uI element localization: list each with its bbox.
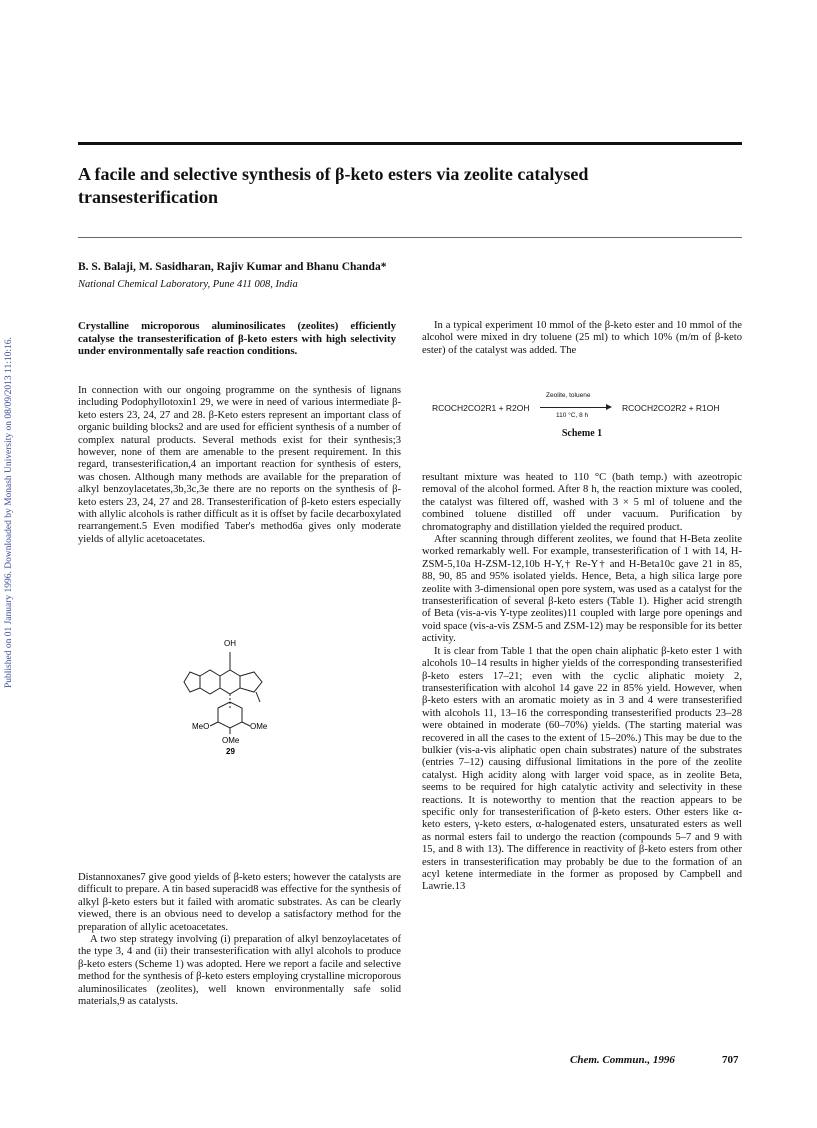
meo-label: MeO: [192, 722, 210, 731]
paragraph-results: It is clear from Table 1 that the open chain aliphatic β-keto ester 1 with alcohols 10–14 results in higher yields of the corresponding transesterified β-keto esters 17–21; even with the cyclic aliphatic moiety 2, transesterification with alcohol 14 gave 22 in 85% yield. However, when β-keto esters with an aromatic moiety as in 3 and 4 were transesterified with alcohols 11, 13–16 the corresponding transesterified products 23–28 were obtained in moderate (60–70%) yields. (The starting material was recovered in all the cases to the extent of 15–20%.) This may be due to the bulkier (vis-a-vis aliphatic open chain substrates) nature of the substrates (entries 7–12) causing diffusional limitations in the pore of the zeolite catalyst. High acidity along with larger void space, as in zeolite Beta, seems to be required for high catalytic activity and selectivity in these reactions. It is noteworthy to mention that the reaction appears to be specific only for transesterification of β-keto esters. Other esters like α-keto esters, γ-keto esters, α-halogenated esters, unsaturated esters as well as normal esters fail to undergo the reaction (compounds 5–7 and 9 with 15, and 8 with 13). The difference in reactivity of β-keto esters from other esters in transesterification may probably be due to the formation of an acyl ketene intermediate in the former as proposed by Campbell and Lawrie.13: [422, 645, 742, 893]
scheme-conditions-top: Zeolite, toluene: [546, 392, 591, 399]
scheme-1: [422, 390, 742, 440]
paragraph-distannoxanes: Distannoxanes7 give good yields of β-keto esters; however the catalysts are difficult to prepare. A tin based superacid8 was effective for the synthesis of alkyl β-keto esters but it failed with aromatic substrates. As can be clearly viewed, there is an obvious need to develop a satisfactory method for the preparation of allylic acetoacetates.: [78, 872, 401, 933]
right-column-bottom: [422, 472, 742, 894]
benzene-ring-a: [200, 670, 220, 694]
arrow-head: [606, 404, 612, 410]
top-rule: [78, 142, 742, 145]
paragraph-workup: resultant mixture was heated to 110 °C (bath temp.) with azeotropic removal of the alcohol formed. After 8 h, the reaction mixture was cooled, the catalyst was filtered off, washed with 3 × 5 ml of toluene and the combined toluene distilled off under vacuum. Purification by chromatography and distillation yielded the required product.: [422, 472, 742, 533]
lactone-ring: [240, 672, 262, 692]
right-column-top: [422, 320, 742, 357]
left-column-bottom: [78, 872, 401, 1008]
paragraph-strategy: A two step strategy involving (i) preparation of alkyl benzoylacetates of the type 3, 4 and (ii) their transesterification with allyl alcohols to produce β-keto esters (Scheme 1) was adopted. Here we report a facile and selective method for the synthesis of β-keto esters employing crystalline microporous aluminosilicates (zeolites), well known environmentally safe solid materials,9 as catalysts.: [78, 934, 401, 1008]
paragraph-experiment: In a typical experiment 10 mmol of the β-keto ester and 10 mmol of the alcohol were mixed in dry toluene (25 ml) to which 10% (m/m of β-keto ester) of the catalyst was added. The: [422, 320, 742, 356]
paragraph-intro: In connection with our ongoing programme on the synthesis of lignans including Podophyllotoxin1 29, we were in need of various intermediate β-keto esters 23, 24, 27 and 28. β-Keto esters represent an important class of organic building blocks2 and are used for efficient synthesis of a number of complex natural products. Several methods exist for their synthesis;3 however, none of them are amenable to the present requirement. In this regard, transesterification,4 an important reaction for synthesis of esters, was chosen. Although many methods are available for the preparation of alkyl benzoylacetates,3b,3c,3e there are no reports on the synthesis of β-keto esters 23, 24, 27 and 28. Transesterification of β-keto esters especially with allylic alcohols is rather difficult as it is offset by facile decarboxylated rearrangement.5 Even modified Taber's method6a gives only moderate yields of allylic acetoacetates.: [78, 385, 401, 545]
ome-right-label: OMe: [250, 722, 268, 731]
oh-label: OH: [224, 639, 236, 648]
affiliation: National Chemical Laboratory, Pune 411 008, India: [78, 279, 298, 290]
abstract: Crystalline microporous aluminosilicates (zeolites) efficiently catalyse the transesterification of β-keto esters with high selectivity under environmentally safe reaction conditions.: [78, 320, 396, 358]
scheme-label: Scheme 1: [561, 428, 603, 439]
paragraph-zeolites: After scanning through different zeolites, we found that H-Beta zeolite worked remarkably well. For example, transesterification of 1 with 14, H-ZSM-5,10a H-ZSM-12,10b H-Y,† Re-Y† and H-Beta10c gave 21 in 85, 88, 90, 85 and 95% isolated yields. Hence, Beta, a high silica large pore zeolite with 3-dimensional open pore system, was used as a catalyst for the transesterification of several β-keto esters (Table 1). Higher acid strength of Beta (vis-a-vis Y-type zeolites)11 coupled with large pore openings and void space (vis-a-vis ZSM-5 and ZSM-12) may be responsible for its better activity.: [422, 534, 742, 645]
reaction-arrow: [540, 407, 610, 408]
page-number: 707: [722, 1054, 739, 1066]
download-notice-text: Published on 01 January 1996. Downloaded by Monash University on 08/09/2013 11:10:16.: [4, 337, 14, 688]
dioxole-ring: [184, 672, 200, 692]
authors: B. S. Balaji, M. Sasidharan, Rajiv Kumar and Bhanu Chanda*: [78, 261, 387, 273]
scheme-reactants: RCOCH2CO2R1 + R2OH: [432, 403, 530, 413]
scheme-products: RCOCH2CO2R2 + R1OH: [622, 403, 720, 413]
cyclohexane-ring-b: [220, 670, 240, 694]
download-notice: [4, 248, 18, 688]
compound-number: 29: [226, 747, 235, 756]
trimethoxyphenyl-ring: [218, 702, 242, 728]
article-title: A facile and selective synthesis of β-keto esters via zeolite catalysed transesterification: [78, 164, 589, 207]
journal-footer: Chem. Commun., 1996: [570, 1054, 675, 1066]
title-rule: [78, 237, 742, 238]
scheme-conditions-bottom: 110 °C, 8 h: [556, 412, 589, 419]
left-column-top: [78, 385, 401, 546]
podophyllotoxin-structure: [180, 628, 310, 768]
ome-bottom-label: OMe: [222, 736, 240, 745]
